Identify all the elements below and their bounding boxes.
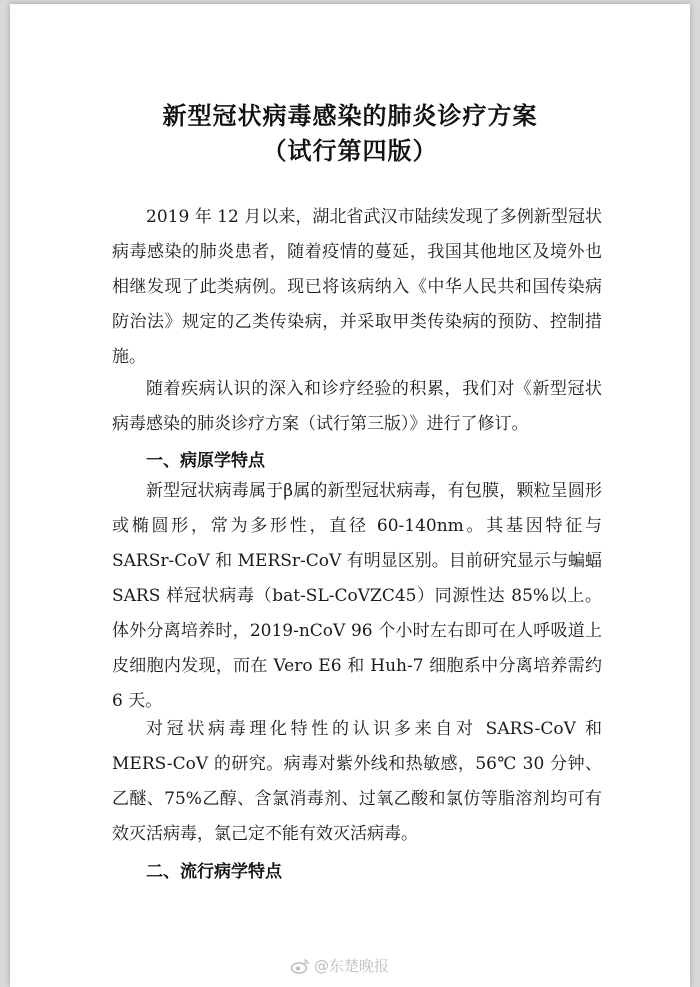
pathogen-paragraph-block — [112, 474, 602, 719]
revision-paragraph-block — [112, 372, 602, 442]
document-page — [10, 4, 690, 987]
physicochemical-paragraph-block — [112, 712, 602, 852]
intro-paragraph-1: 2019 年 12 月以来，湖北省武汉市陆续发现了多例新型冠状病毒感染的肺炎患者，随着疫情的蔓延，我国其他地区及境外也相继发现了此类病例。现已将该病纳入《中华人民共和国传染病防治法》规定的乙类传染病，并采取甲类传染病的预防、控制措施。 — [112, 207, 602, 367]
weibo-logo-icon — [290, 958, 310, 974]
intro-paragraph-2: 随着疾病认识的深入和诊疗经验的积累，我们对《新型冠状病毒感染的肺炎诊疗方案（试行第三版）》进行了修订。 — [112, 379, 602, 434]
weibo-watermark — [290, 955, 389, 976]
pathogen-paragraph-2: 对冠状病毒理化特性的认识多来自对 SARS-CoV 和 MERS-CoV 的研究。病毒对紫外线和热敏感，56℃ 30 分钟、乙醚、75%乙醇、含氯消毒剂、过氧乙酸和氯仿等脂溶剂均可有效灭活病毒，氯己定不能有效灭活病毒。 — [112, 719, 602, 844]
document-subtitle: （试行第四版） — [262, 137, 438, 165]
pathogen-paragraph-1: 新型冠状病毒属于β属的新型冠状病毒，有包膜，颗粒呈圆形或椭圆形，常为多形性，直径 60-140nm。其基因特征与 SARSr-CoV 和 MERSr-CoV 有明显区别。目前研究显示与蝙蝠 SARS 样冠状病毒（bat-SL-CoVZC45）同源性达 85%以上。体外分离培养时，2019-nCoV 96 个小时左右即可在人呼吸道上皮细胞内发现，而在 Vero E6 和 Huh-7 细胞系中分离培养需约 6 天。 — [112, 481, 602, 711]
section-heading-epidemiology: 二、流行病学特点 — [146, 862, 282, 882]
watermark-text: @东楚晚报 — [314, 957, 390, 975]
section-heading-pathogen: 一、病原学特点 — [146, 451, 265, 471]
intro-paragraph-block — [112, 200, 602, 375]
document-title: 新型冠状病毒感染的肺炎诊疗方案 — [162, 102, 538, 130]
